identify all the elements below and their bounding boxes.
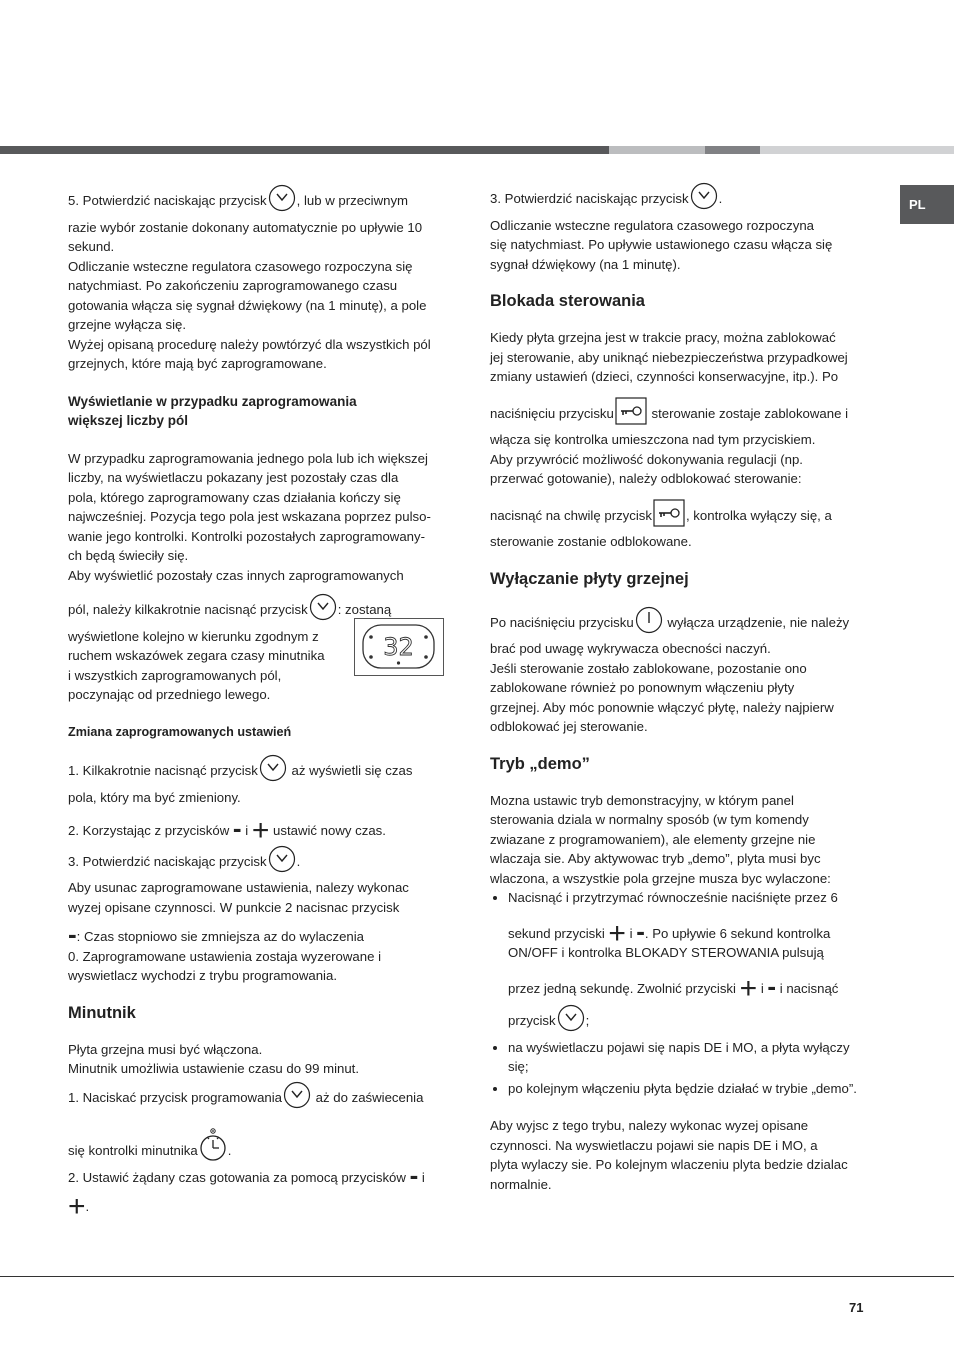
- plus-button-icon: +: [251, 814, 270, 847]
- timer-button-icon: [268, 184, 296, 218]
- header-band-pale: [760, 146, 954, 154]
- minus-button-icon: -: [68, 919, 77, 949]
- right-column: 3. Potwierdzić naciskając przycisk . Odliczanie wsteczne regulatora czasowego rozpoczyna się natychmiast. Po upływie ustawionego czasu włącza się sygnał dźwiękowy (na 1 minutę). Blokada sterowania Kiedy płyta grzejna jest w trakcie pracy, można zablokować jej sterowanie, aby uniknąć niebezpieczeństwa przypadkowej zmiany ustawień (dzieci, czynności konserwacyjne, itp.). Po naciśnięciu przycisku sterowanie zostaje zablokowane i włącza się kontrolka umieszczona nad tym przyciskiem. Aby przywrócić możliwość dokonywania regulacji (np. przerwać gotowanie), należy odblokować sterowanie: nacisnąć na chwilę przycisk , kontrolka wyłączy się, a sterowanie zostanie odblokowane. Wyłączanie płyty grzejnej Po naciśnięciu przycisku wyłącza urządzenie, nie należy brać pod uwagę wykrywacza obecności naczyń. Jeśli sterowanie zostało zablokowane, pozostanie ono zablokowane również po ponownym włączeniu płyty grzejnej. Aby móc ponownie włączyć płytę, należy najpierw odblokować jej sterowanie. Tryb „demo” Mozna ustawic tryb demonstracyjny, w którym panel sterowania dziala w normalny sposób (w tym komendy zwiazane z programowaniem), ale elementy grzejne nie wlaczaja sie. Aby aktywowac tryb „demo”, plyta musi byc wlaczona, a wszystkie pola grzejne musza byc wylaczone: • Nacisnąć i przytrzymać równocześnie naciśnięte przez 6 sekund przyciski + i -. Po upływie 6 sekund kontrolka ON/OFF i kontrolka BLOKADY STEROWANIA pulsują przez jedną sekundę. Zwolnić przyciski + i - i nacisnąć przycisk ; • na wyświetlaczu pojawi się napis DE i MO, a płyta wyłączy się; • po kolejnym włączeniu płyta będzie działać w trybie „demo”. Aby wyjsc z tego trybu, nalezy wykonac wyzej opisane czynnosci. Na wyswietlaczu pojawi sie napis DE i MO, a plyta wylaczy sie. Po kolejnym wlaczeniu plyta bedzie dzialac normalnie.: [490, 182, 868, 1194]
- key-lock-icon: [653, 499, 685, 533]
- timer-button-icon: [259, 754, 287, 788]
- header-band-light: [609, 146, 705, 154]
- heading-lock: Blokada sterowania: [490, 292, 645, 310]
- list-item: • po kolejnym włączeniu płyta będzie działać w trybie „demo”.: [508, 1079, 868, 1099]
- heading-off: Wyłączanie płyty grzejnej: [490, 569, 689, 588]
- header-band-dark: [0, 146, 609, 154]
- timer-button-icon: [283, 1081, 311, 1115]
- timer-button-icon: [268, 845, 296, 879]
- plus-button-icon: +: [608, 916, 626, 950]
- heading-demo: Tryb „demo”: [490, 754, 590, 773]
- language-tab: PL: [900, 185, 954, 224]
- heading-minutnik: Minutnik: [68, 1003, 136, 1022]
- list-item: • Nacisnąć i przytrzymać równocześnie naciśnięte przez 6 sekund przyciski + i -. Po upływie 6 sekund kontrolka ON/OFF i kontrolka BLOKADY STEROWANIA pulsują przez jedną sekundę. Zwolnić przyciski + i - i nacisnąć przycisk ;: [508, 888, 868, 1038]
- plus-button-icon: +: [739, 971, 758, 1005]
- left-column: 5. Potwierdzić naciskając przycisk , lub w przeciwnym razie wybór zostanie dokonany automatycznie po upływie 10 sekund. Odliczanie wsteczne regulatora czasowego rozpoczyna się natychmiast. Po zakończeniu zaprogramowanego czasu gotowania włącza się sygnał dźwiękowy (na 1 minutę), a pole grzejne wyłącza się. Wyżej opisaną procedurę należy powtórzyć dla wszystkich pól grzejnych, które mają być zaprogramowane. Wyświetlanie w przypadku zaprogramowania większej liczby pól W przypadku zaprogramowania jednego pola lub ich większej liczby, na wyświetlaczu pokazany jest pozostały czas dla pola, którego zaprogramowany czas działania kończy się najwcześniej. Pozycja tego pola jest wskazana poprzez pulso- wanie jego kontrolki. Kontrolki pozostałych zaprogramowany- ch będą świeciły się. Aby wyświetlić pozostały czas innych zaprogramowanych pól, należy kilkakrotnie nacisnąć przycisk : zostaną wyświetlone kolejno w kierunku zgodnym z ruchem wskazówek zegara czasy minutnika i wszystkich zaprogramowanych pól, poczynając od przedniego lewego. Zmiana zaprogramowanych ustawień 1. Kilkakrotnie nacisnąć przycisk aż wyświetli się czas pola, który ma być zmieniony. 2. Korzystając z przycisków - i + ustawić nowy czas. 3. Potwierdzić naciskając przycisk . Aby usunac zaprogramowane ustawienia, nalezy wykonac wyzej opisane czynnosci. W punkcie 2 nacisnac przycisk -: Czas stopniowo sie zmniejsza az do wylaczenia 0. Zaprogramowane ustawienia zostaja wyzerowane i wyswietlacz wychodzi z trybu programowania. Minutnik Płyta grzejna musi być włączona. Minutnik umożliwia ustawienie czasu do 99 minut. 1. Naciskać przycisk programowania aż do zaświecenia się kontrolki minutnika . 2. Ustawić żądany czas gotowania za pomocą przycisków - i +.: [68, 182, 450, 1217]
- page-number: 71: [849, 1300, 864, 1315]
- demo-steps-list: [490, 888, 868, 1098]
- minus-button-icon: -: [232, 813, 242, 843]
- footer-rule: [0, 1276, 954, 1277]
- key-lock-icon: [615, 397, 647, 431]
- subheading-display: Wyświetlanie w przypadku zaprogramowania: [68, 393, 357, 409]
- timer-button-icon: [690, 182, 718, 216]
- header-band-mid: [705, 146, 760, 154]
- minus-button-icon: -: [636, 915, 645, 946]
- minute-timer-indicator-icon: [199, 1128, 227, 1168]
- list-item: • na wyświetlaczu pojawi się napis DE i MO, a płyta wyłączy się;: [508, 1038, 868, 1077]
- minus-button-icon: -: [767, 970, 777, 1001]
- power-button-icon: [635, 606, 663, 640]
- plus-button-icon: +: [68, 1190, 86, 1223]
- minus-button-icon: -: [409, 1159, 419, 1190]
- timer-button-icon: [309, 593, 337, 627]
- timer-button-icon: [557, 1004, 585, 1038]
- display-illustration: [354, 618, 444, 676]
- display-digits: 32: [383, 633, 414, 661]
- subheading-change: Zmiana zaprogramowanych ustawień: [68, 724, 292, 739]
